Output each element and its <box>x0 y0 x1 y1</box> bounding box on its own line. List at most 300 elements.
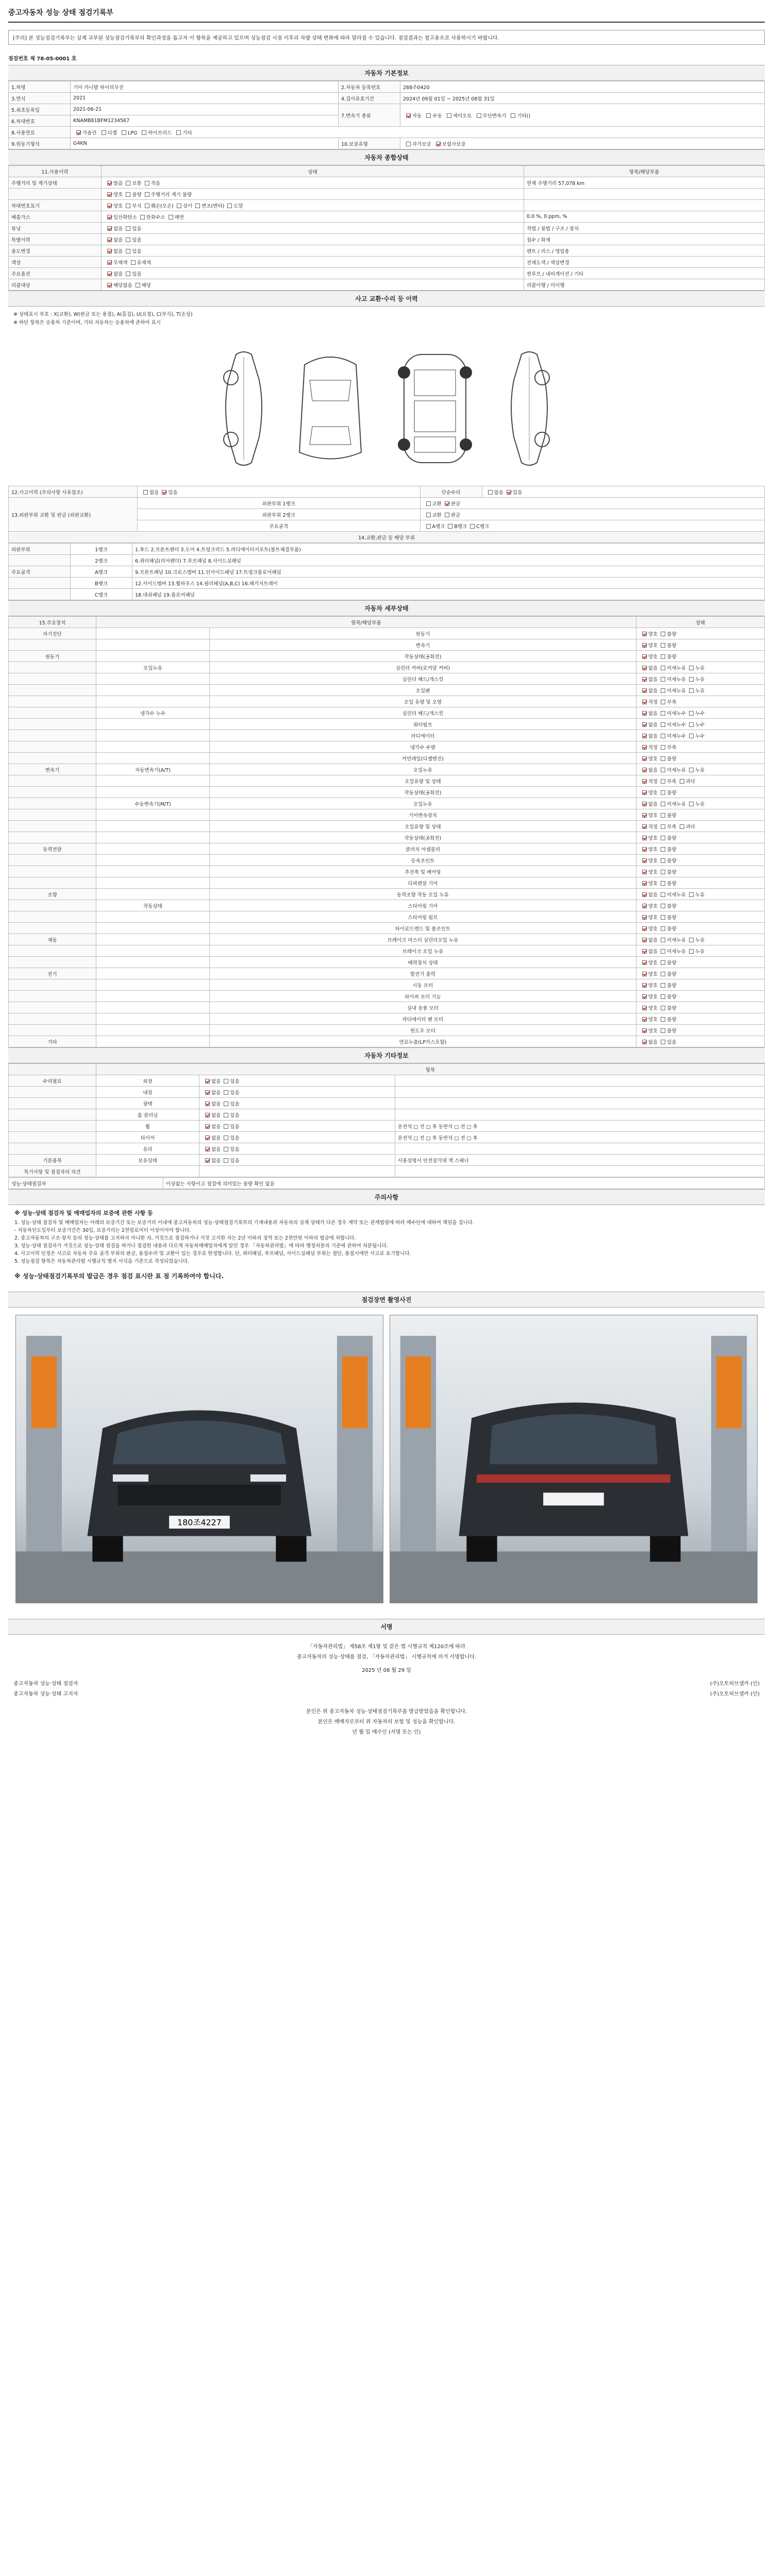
cell <box>96 957 210 968</box>
cell: 동력조향 작동 오일 누유 <box>210 889 636 900</box>
option: 부족 <box>667 744 677 751</box>
cell <box>9 855 96 866</box>
table-row <box>9 730 765 741</box>
cell: 오일 유량 및 오염 <box>210 696 636 707</box>
cell <box>96 753 210 764</box>
option: 있음 <box>512 489 523 496</box>
option: 탄화수소 <box>146 214 165 221</box>
cell <box>199 1166 395 1177</box>
col-header: 상태 <box>102 166 524 177</box>
checkbox <box>445 513 449 517</box>
option: 없음 <box>494 489 503 496</box>
cell <box>636 798 764 809</box>
option: 양호 <box>648 642 658 649</box>
cell <box>9 957 96 968</box>
checkbox <box>224 1079 228 1083</box>
cell <box>636 809 764 821</box>
cell <box>96 821 210 832</box>
option: 불량 <box>667 642 677 649</box>
checkbox <box>447 113 451 118</box>
option: 불량 <box>667 654 677 660</box>
cell: 1랭크 <box>71 544 132 555</box>
table-row <box>9 1002 765 1013</box>
note-line: 2. 중고자동차의 구조·장치 등의 성능·상태를 고지하지 아니한 자, 거짓으로 점검하거나 거짓 고지한 자는 2년 이하의 징역 또는 2천만원 이하의 벌금에 처합니다. <box>14 1235 356 1241</box>
sign-text: 본인은 매매자로부터 위 자동차의 보험 및 성능을 확인합니다. <box>317 1719 456 1725</box>
cell <box>9 798 96 809</box>
cell <box>9 685 96 696</box>
cell: 내장 <box>96 1087 199 1098</box>
checkbox <box>661 711 665 716</box>
option: 변조(변타) <box>201 203 225 209</box>
note-line: - 자동차인도일부터 보증기간은 30일, 보증거리는 2천킬로미터 이상이어야 합니다. <box>14 1228 191 1233</box>
value: 2021 <box>71 93 339 104</box>
cell <box>9 911 96 923</box>
checkbox <box>107 204 112 208</box>
cell <box>9 1013 96 1025</box>
table-row <box>9 764 765 775</box>
cell <box>102 234 524 245</box>
rank2-options <box>420 509 765 520</box>
option: 미세누수 <box>667 722 686 728</box>
option: 불량 <box>667 926 677 932</box>
checkbox <box>642 1006 647 1010</box>
cell <box>96 685 210 696</box>
checkbox <box>661 677 665 682</box>
label: 2.자동차 등록번호 <box>339 81 400 93</box>
table-row <box>9 223 765 234</box>
checkbox <box>445 501 449 506</box>
option: 불량 <box>667 880 677 887</box>
option: 양호 <box>648 926 658 932</box>
checkbox <box>642 756 647 761</box>
option: 보험사보증 <box>442 141 466 147</box>
rear-photo <box>390 1315 758 1603</box>
warning-text: ※ 성능·상태점검기록부의 발급은 경우 점검 표시란 표 점 기록하여야 합니다. <box>14 1273 224 1280</box>
checkbox <box>661 756 665 761</box>
checkbox <box>143 490 148 495</box>
cell <box>9 877 96 889</box>
checkbox <box>126 192 130 197</box>
table-row <box>9 945 765 957</box>
table-row <box>9 662 765 673</box>
checkbox <box>642 734 647 738</box>
option: 있음 <box>230 1090 240 1096</box>
table-row <box>9 1155 765 1166</box>
cell <box>199 1109 395 1121</box>
checkbox <box>642 688 647 693</box>
cell: 라디에이터 <box>210 730 636 741</box>
checkbox <box>661 836 665 840</box>
table-row <box>9 866 765 877</box>
table-row <box>9 234 765 245</box>
checkbox <box>448 524 452 529</box>
cell: 등속조인트 <box>210 855 636 866</box>
option: 없음 <box>113 271 123 277</box>
checkbox <box>642 779 647 784</box>
option: 없음 <box>211 1090 221 1096</box>
option: 있음 <box>230 1112 240 1118</box>
cell: 특별이력 <box>9 234 102 245</box>
checkbox <box>224 1113 228 1117</box>
other-info-title: 자동차 기타정보 <box>8 1047 765 1063</box>
signature-block <box>8 1635 765 1745</box>
table-row <box>9 628 765 639</box>
option: 부족 <box>667 824 677 830</box>
checkbox <box>642 983 647 988</box>
cell <box>636 775 764 787</box>
cell <box>636 1013 764 1025</box>
cell: 외판부위 <box>9 544 71 555</box>
cell <box>636 855 764 866</box>
cell: 기본품목 <box>9 1155 96 1166</box>
cell <box>199 1121 395 1132</box>
checkbox <box>661 1017 665 1022</box>
option: 미세누유 <box>667 937 686 943</box>
table-row <box>9 934 765 945</box>
table-row <box>9 900 765 911</box>
cell <box>9 923 96 934</box>
cell <box>199 1098 395 1109</box>
label: 12.사고이력 (주의사항 사유참조) <box>9 486 138 498</box>
rank1-options <box>420 498 765 509</box>
checkbox <box>224 1136 228 1140</box>
option: 적정 <box>648 744 658 751</box>
cell: 배력장치 상태 <box>210 957 636 968</box>
front-photo <box>15 1315 383 1603</box>
table-row <box>9 555 765 566</box>
sign-text: 「자동차관리법」 제58조 제1항 및 같은 법 시행규칙 제120조에 따라 <box>308 1644 465 1650</box>
cell: 1.후드 2.프론트펜더 3.도어 4.트렁크리드 5.라디에이터서포트(볼트체결부품) <box>132 544 765 555</box>
option: 있음 <box>230 1135 240 1141</box>
cell <box>636 945 764 957</box>
notes-block <box>8 1205 765 1268</box>
table-row <box>9 589 765 600</box>
table-row <box>9 1098 765 1109</box>
table-row <box>9 189 765 200</box>
cell <box>96 945 210 957</box>
checkbox <box>224 1158 228 1163</box>
option: 없음 <box>648 722 658 728</box>
cell: 휠 <box>96 1121 199 1132</box>
cell <box>636 730 764 741</box>
checkbox <box>470 524 475 529</box>
table-row <box>9 809 765 821</box>
checkbox <box>107 181 112 185</box>
cell: 작동상태(공회전) <box>210 832 636 843</box>
table-row <box>9 1087 765 1098</box>
checkbox <box>642 1040 647 1044</box>
option: 있음 <box>230 1146 240 1153</box>
cell <box>96 1002 210 1013</box>
checkbox <box>661 847 665 852</box>
col-header: 11.사용이력 <box>9 166 102 177</box>
value: G4KN <box>71 138 339 149</box>
option: 없음 <box>113 248 123 255</box>
cell <box>9 753 96 764</box>
option: 없음 <box>113 237 123 243</box>
label: 중고자동차 성능·상태 점검자 <box>13 1681 78 1687</box>
checkbox <box>661 904 665 908</box>
table-row <box>9 753 765 764</box>
option: 있음 <box>132 237 142 243</box>
checkbox <box>406 113 411 118</box>
option: 불량 <box>667 858 677 864</box>
cell: 리콜이행 / 미이행 <box>524 279 765 291</box>
cell: 유리 <box>96 1143 199 1155</box>
checkbox <box>205 1101 210 1106</box>
car-front-rear-icon <box>292 349 369 468</box>
cell: 실린더 헤드/개스킷 <box>210 707 636 719</box>
checkbox <box>642 768 647 772</box>
option: 불량 <box>667 960 677 966</box>
opinion-table <box>8 1177 765 1189</box>
checkbox <box>507 490 511 495</box>
checkbox <box>642 994 647 999</box>
option: 불량 <box>667 982 677 989</box>
cell <box>636 1002 764 1013</box>
table-row <box>9 843 765 855</box>
notes-title: 주의사항 <box>8 1189 765 1205</box>
label: 13.외판부위 교환 및 판금 (외판교환) <box>9 498 138 532</box>
table-row <box>9 991 765 1002</box>
checkbox <box>169 215 173 219</box>
checkbox <box>145 204 149 208</box>
checkbox <box>195 204 200 208</box>
option: 해당 <box>141 282 152 289</box>
note-line: 3. 성능·상태 점검자가 거짓으로 성능·상태 점검을 하거나 점검한 내용과 다르게 자동차매매업자에게 알린 경우 「자동차관리법」에 따라 행정처분의 기준에 관하여 처분됩니다. <box>14 1243 388 1249</box>
checkbox <box>102 130 106 135</box>
cell <box>96 968 210 979</box>
option: 있음 <box>168 489 178 496</box>
cell: 운전석 □ 전 □ 후 동반석 □ 전 □ 후 <box>395 1132 765 1143</box>
label: 주요골격 <box>138 520 421 532</box>
cell: 시동 모터 <box>210 979 636 991</box>
checkbox <box>107 272 112 276</box>
checkbox <box>642 892 647 897</box>
cell <box>96 1025 210 1036</box>
cell <box>9 1098 96 1109</box>
checkbox <box>162 490 166 495</box>
checkbox <box>661 643 665 648</box>
option: 부식 <box>132 203 142 209</box>
cell <box>9 639 96 651</box>
document-title: 중고자동차 성능 상태 점검기록부 <box>8 0 765 23</box>
option: 누유 <box>695 676 705 683</box>
table-row <box>9 685 765 696</box>
cell: 스티어링 펌프 <box>210 911 636 923</box>
checkbox <box>661 632 665 636</box>
table-row <box>9 1109 765 1121</box>
cell <box>9 787 96 798</box>
cell: 전체도색 / 색상변경 <box>524 257 765 268</box>
cell <box>199 1087 395 1098</box>
cell: 라디에이터 팬 모터 <box>210 1013 636 1025</box>
option: 자가보증 <box>412 141 431 147</box>
value: 2024년 09월 01일 ~ 2025년 08월 31일 <box>400 93 765 104</box>
checkbox <box>661 1040 665 1044</box>
cell: 오일팬 <box>210 685 636 696</box>
option: 없음 <box>648 688 658 694</box>
col-header <box>9 1064 96 1075</box>
option: 주행거리 계기 불량 <box>150 192 192 198</box>
cell: 변속기 <box>210 639 636 651</box>
cell <box>102 211 524 223</box>
checkbox <box>642 904 647 908</box>
checkbox <box>145 192 149 197</box>
checkbox <box>689 734 694 738</box>
cell: 냉각수 누수 <box>96 707 210 719</box>
basic-info-title: 자동차 기본정보 <box>8 65 765 81</box>
cell <box>96 1166 199 1177</box>
cell: C랭크 <box>71 589 132 600</box>
option: 부족 <box>667 778 677 785</box>
cell: 동력전달 <box>9 843 96 855</box>
checkbox <box>689 677 694 682</box>
main-frame-options <box>420 520 765 532</box>
cell <box>96 775 210 787</box>
checkbox <box>126 238 130 242</box>
option: 불량 <box>667 790 677 796</box>
option: 누유 <box>695 892 705 898</box>
cell <box>9 189 102 200</box>
cell <box>102 177 524 189</box>
checkbox <box>642 824 647 829</box>
checkbox <box>477 113 481 118</box>
cell: 오일누유 <box>96 662 210 673</box>
cell: 전기 <box>9 968 96 979</box>
cell: 냉각수 수량 <box>210 741 636 753</box>
car-top-view-icon <box>389 349 481 468</box>
option: 미세누유 <box>667 948 686 955</box>
general-state-table <box>8 165 765 291</box>
checkbox <box>689 802 694 806</box>
col-header: 상태 <box>636 617 764 628</box>
cell <box>96 889 210 900</box>
table-row <box>9 279 765 291</box>
option: 누유 <box>695 937 705 943</box>
detail-state-title: 자동차 세부상태 <box>8 600 765 616</box>
checkbox <box>661 892 665 897</box>
cell <box>636 889 764 900</box>
cell <box>636 787 764 798</box>
option: 있음 <box>132 226 142 232</box>
option: 매연 <box>174 214 184 221</box>
checkbox <box>642 677 647 682</box>
table-row <box>9 968 765 979</box>
table-row <box>9 1013 765 1025</box>
option: 불량 <box>667 812 677 819</box>
cell <box>96 934 210 945</box>
option: 미세누유 <box>667 801 686 807</box>
checkbox <box>426 501 431 506</box>
cell <box>636 707 764 719</box>
table-row <box>9 245 765 257</box>
car-side-right-icon <box>501 349 558 468</box>
table-row <box>9 775 765 787</box>
table-row <box>9 741 765 753</box>
option: 양호 <box>648 1016 658 1023</box>
checkbox <box>689 666 694 670</box>
cell: 사용설명서 안전삼각대 잭 스패너 <box>395 1155 765 1166</box>
cell: 침수 / 화재 <box>524 234 765 245</box>
checkbox <box>107 238 112 242</box>
sign-date: 2025 년 08 월 29 일 <box>362 1668 411 1673</box>
table-row <box>9 1036 765 1047</box>
table-row <box>9 821 765 832</box>
option: 불량 <box>667 756 677 762</box>
option: 불량 <box>667 971 677 977</box>
option: 유채색 <box>137 260 152 266</box>
option: 미세누유 <box>667 665 686 671</box>
cell: 색상 <box>9 257 102 268</box>
note-line: 5. 성능점검 항목은 자동차관리법 시행규칙 별지 서식을 기준으로 작성되었습니다. <box>14 1259 190 1264</box>
checkbox <box>205 1079 210 1083</box>
table-row <box>9 1143 765 1155</box>
option: 없음 <box>648 710 658 717</box>
option: 없음 <box>648 892 658 898</box>
option: 양호 <box>113 203 123 209</box>
note-line: 1. 성능·상태 점검자 및 매매업자는 아래의 보증기간 또는 보증거리 이내에 중고자동차의 성능·상태점검기록부의 기재내용과 자동차의 실제 상태가 다른 경우 계약 또는 관계법령에 따라 매수인에 대하여 책임을 집니다. <box>14 1220 475 1226</box>
option: 적정 <box>648 824 658 830</box>
option: 누수 <box>695 722 705 728</box>
checkbox <box>142 130 146 135</box>
label: 6.차대번호 <box>9 115 71 127</box>
table-row <box>9 877 765 889</box>
cell <box>9 1087 96 1098</box>
option: 상이 <box>182 203 193 209</box>
option: 불량 <box>667 846 677 853</box>
cell: 와이퍼 모터 기능 <box>210 991 636 1002</box>
checkbox <box>689 711 694 716</box>
checkbox <box>642 711 647 716</box>
cell: 원동기 <box>9 651 96 662</box>
table-row <box>9 1075 765 1087</box>
option: 자동 <box>412 113 422 119</box>
cell <box>9 1109 96 1121</box>
option: 양호 <box>648 858 658 864</box>
value: 기아 카니발 하이리무진 <box>71 81 339 93</box>
option: 양호 <box>648 756 658 762</box>
checkbox <box>642 790 647 795</box>
cell <box>96 991 210 1002</box>
label: 외판부위 1랭크 <box>138 498 421 509</box>
plate-text: 180조4227 <box>177 1517 222 1528</box>
cell: 12.사이드멤버 13.휠하우스 14.필러패널(A,B,C) 16.패키지트레이 <box>132 578 765 589</box>
cell <box>9 821 96 832</box>
table-row <box>9 957 765 968</box>
checkbox <box>426 524 431 529</box>
cell: 스티어링 기어 <box>210 900 636 911</box>
option: 양호 <box>648 835 658 841</box>
signer: (주)오토허브셀카 (인) <box>710 1681 760 1687</box>
cell: 특기사항 및 점검자의 의견 <box>9 1166 96 1177</box>
option: 양호 <box>648 790 658 796</box>
table-row <box>9 211 765 223</box>
table-row <box>9 200 765 211</box>
checkbox <box>205 1090 210 1095</box>
option: 양호 <box>648 982 658 989</box>
photo-title: 점검장면 촬영사진 <box>8 1292 765 1308</box>
checkbox <box>661 813 665 818</box>
checkbox <box>126 272 130 276</box>
checkbox <box>205 1124 210 1129</box>
cell <box>636 957 764 968</box>
cell <box>636 651 764 662</box>
checkbox <box>642 847 647 852</box>
label: 1.차명 <box>9 81 71 93</box>
checkbox <box>661 779 665 784</box>
option: 누유 <box>695 948 705 955</box>
